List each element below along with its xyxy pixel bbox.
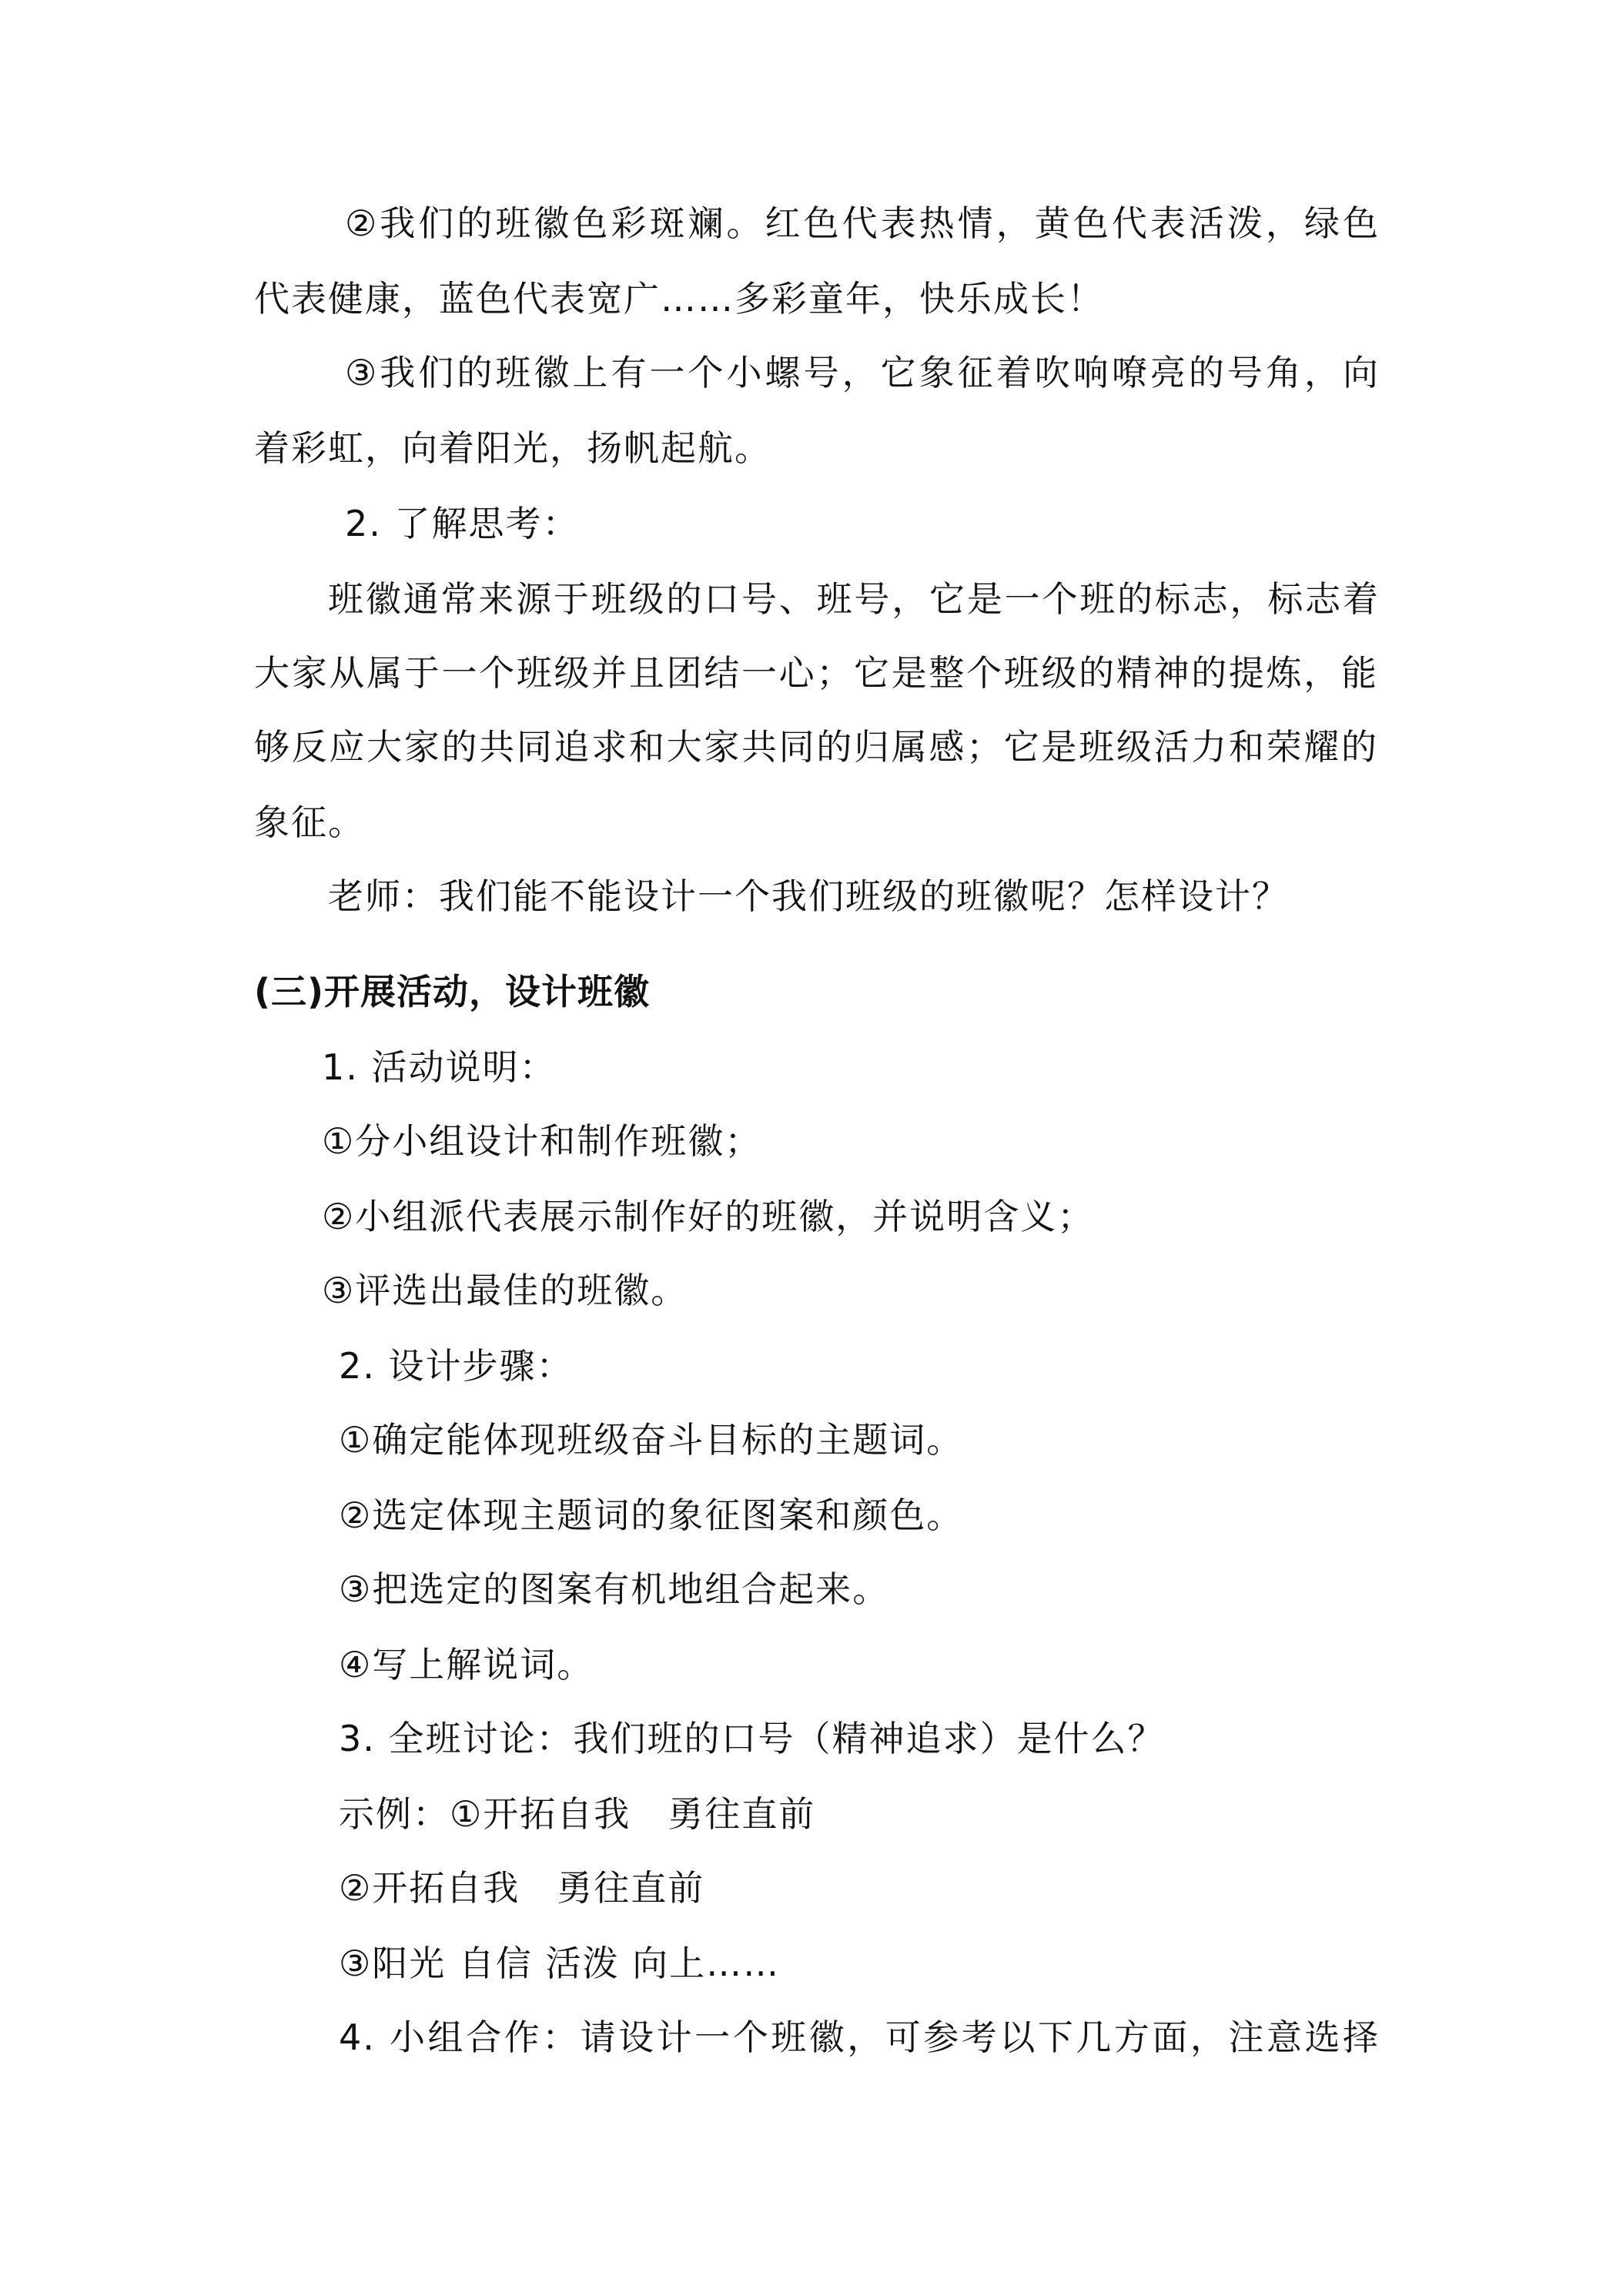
design-step-2: ②选定体现主题词的象征图案和颜色。 xyxy=(339,1494,964,1536)
paragraph-emblem-trumpet-line-1: ③我们的班徽上有一个小螺号，它象征着吹响嘹亮的号角，向 xyxy=(345,352,1380,393)
activity-instructions-title: 1. 活动说明： xyxy=(322,1046,557,1088)
activity-item-3: ③评选出最佳的班徽。 xyxy=(322,1270,688,1311)
slogan-example-2: ②开拓自我 勇往直前 xyxy=(339,1867,705,1909)
activity-item-2: ②小组派代表展示制作好的班徽，并说明含义； xyxy=(322,1196,1095,1237)
paragraph-emblem-meaning-line-1: 班徽通常来源于班级的口号、班号，它是一个班的标志，标志着 xyxy=(328,578,1380,620)
design-steps-title: 2. 设计步骤： xyxy=(339,1345,574,1387)
design-step-3: ③把选定的图案有机地组合起来。 xyxy=(339,1568,890,1610)
paragraph-emblem-meaning-line-3: 够反应大家的共同追求和大家共同的归属感；它是班级活力和荣耀的 xyxy=(254,726,1378,768)
slogan-example-1: 示例：①开拓自我 勇往直前 xyxy=(339,1793,816,1835)
slogan-example-3: ③阳光 自信 活泼 向上…… xyxy=(339,1943,781,1984)
paragraph-emblem-trumpet-line-2: 着彩虹，向着阳光，扬帆起航。 xyxy=(254,427,771,469)
design-step-4: ④写上解说词。 xyxy=(339,1644,594,1685)
class-discussion-title: 3. 全班讨论：我们班的口号（精神追求）是什么？ xyxy=(339,1718,1165,1759)
group-work-instruction: 4. 小组合作：请设计一个班徽，可参考以下几方面，注意选择 xyxy=(339,2017,1380,2058)
paragraph-emblem-colors-line-1: ②我们的班徽色彩斑斓。红色代表热情，黄色代表活泼，绿色 xyxy=(345,202,1380,244)
teacher-question: 老师：我们能不能设计一个我们班级的班徽呢？怎样设计？ xyxy=(328,875,1289,917)
paragraph-emblem-colors-line-2: 代表健康，蓝色代表宽广……多彩童年，快乐成长！ xyxy=(254,278,1104,320)
paragraph-emblem-meaning-line-2: 大家从属于一个班级并且团结一心；它是整个班级的精神的提炼，能 xyxy=(254,652,1378,694)
paragraph-emblem-meaning-line-4: 象征。 xyxy=(254,802,365,843)
activity-item-1: ①分小组设计和制作班徽； xyxy=(322,1120,762,1162)
section-heading-design-activity: (三)开展活动，设计班徽 xyxy=(254,971,651,1012)
design-step-1: ①确定能体现班级奋斗目标的主题词。 xyxy=(339,1419,964,1461)
step-2-understand-title: 2. 了解思考： xyxy=(345,503,580,544)
